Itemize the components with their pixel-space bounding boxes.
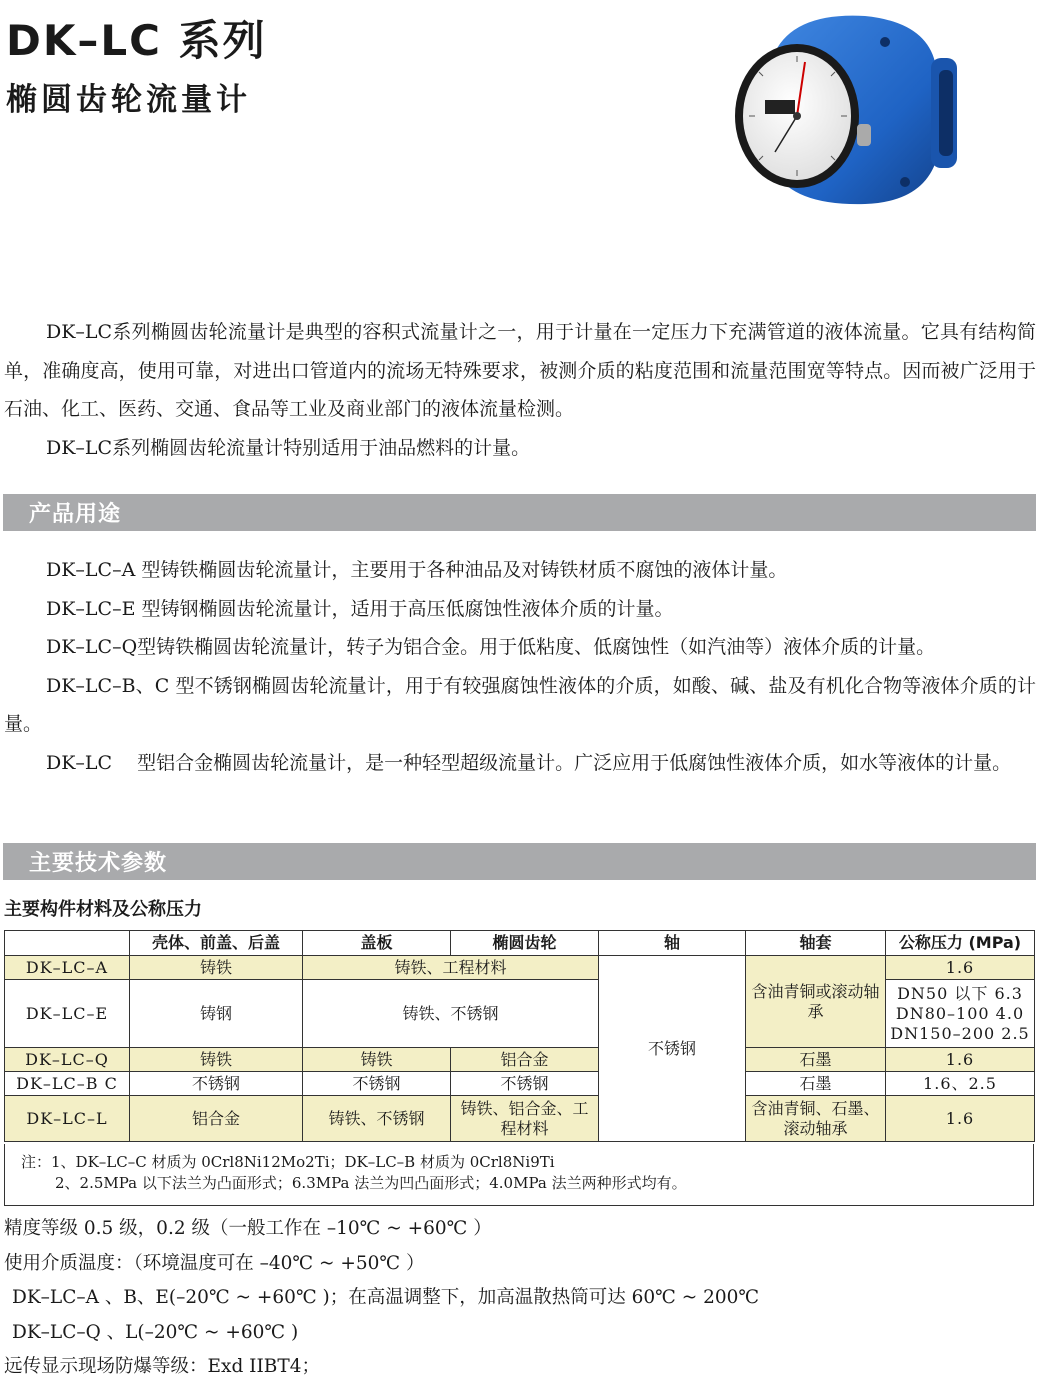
usage-text <box>4 551 1036 782</box>
spec-temp-abe: DK–LC–A 、B、E(–20℃ ~ +60℃ )；在高温调整下，加高温散热筒可达 60℃ ~ 200℃ <box>12 1287 760 1308</box>
sleeve-cell: 含油青铜或滚动轴承 <box>746 956 886 1048</box>
sleeve-cell: 石墨 <box>746 1048 886 1072</box>
usage-item-l: DK–LC 型铝合金椭圆齿轮流量计，是一种轻型超级流量计。广泛应用于低腐蚀性液体介质，如水等液体的计量。 <box>46 751 1012 774</box>
table-header-row <box>5 931 1035 956</box>
usage-item-a: DK–LC–A 型铸铁椭圆齿轮流量计，主要用于各种油品及对铸铁材质不腐蚀的液体计量。 <box>46 559 788 581</box>
body-cell: 铝合金 <box>130 1096 303 1142</box>
body-cell: 铸铁 <box>130 956 303 980</box>
header-pressure: 公称压力 (MPa) <box>886 931 1035 956</box>
model-cell: DK–LC–L <box>5 1096 130 1142</box>
usage-item-e: DK–LC–E 型铸钢椭圆齿轮流量计，适用于高压低腐蚀性液体介质的计量。 <box>46 597 674 620</box>
body-cell: 铸铁 <box>130 1048 303 1072</box>
table-row <box>5 1096 1035 1142</box>
pressure-cell: 1.6、2.5 <box>886 1072 1035 1096</box>
cover-cell: 铸铁、不锈钢 <box>303 1096 451 1142</box>
note-1: 注：1、DK–LC–C 材质为 0Crl8Ni12Mo2Ti；DK–LC–B 材质为 0Crl8Ni9Ti <box>21 1153 555 1171</box>
section-bar-usage <box>3 494 1036 531</box>
pressure-line: DN50 以下 6.3 <box>897 983 1023 1003</box>
model-cell: DK–LC–E <box>5 980 130 1048</box>
spec-temp-ql: DK–LC–Q 、L(–20℃ ~ +60℃ ) <box>12 1321 299 1343</box>
section-title-params: 主要技术参数 <box>29 851 168 876</box>
table-title: 主要构件材料及公称压力 <box>4 899 202 920</box>
table-row <box>5 956 1035 980</box>
header-sleeve: 轴套 <box>746 931 886 956</box>
note-2: 2、2.5MPa 以下法兰为凸面形式；6.3MPa 法兰为凹凸面形式；4.0MPa 法兰两种形式均有。 <box>55 1174 687 1192</box>
intro-paragraph-1: DK–LC系列椭圆齿轮流量计是典型的容积式流量计之一，用于计量在一定压力下充满管道的液体流量。它具有结构简单，准确度高，使用可靠，对进出口管道内的流场无特殊要求，被测介质的粘度范围和流量范围宽等特点。因而被广泛用于石油、化工、医药、交通、食品等工业及商业部门的液体流量检测。 <box>4 321 1036 420</box>
gear-cell: 铸铁、铝合金、工程材料 <box>451 1096 599 1142</box>
header-gear: 椭圆齿轮 <box>451 931 599 956</box>
pressure-cell: 1.6 <box>886 956 1035 980</box>
pressure-line: DN80–100 4.0 <box>895 1003 1025 1023</box>
materials-table <box>4 930 1035 1142</box>
model-cell: DK–LC–Q <box>5 1048 130 1072</box>
header-cover: 盖板 <box>303 931 451 956</box>
pressure-line: DN150–200 2.5 <box>890 1023 1030 1043</box>
gear-cell: 不锈钢 <box>451 1072 599 1096</box>
spec-explosion-proof: 远传显示现场防爆等级：Exd IIBT4； <box>4 1356 320 1377</box>
cover-gear-cell: 铸铁、不锈钢 <box>303 980 599 1048</box>
header-body: 壳体、前盖、后盖 <box>130 931 303 956</box>
header-model <box>5 931 130 956</box>
body-cell: 不锈钢 <box>130 1072 303 1096</box>
spec-accuracy: 精度等级 0.5 级，0.2 级（一般工作在 –10℃ ~ +60℃ ） <box>4 1218 492 1239</box>
pressure-cell: 1.6 <box>886 1048 1035 1072</box>
usage-item-q: DK–LC–Q型铸铁椭圆齿轮流量计，转子为铝合金。用于低粘度、低腐蚀性（如汽油等）液体介质的计量。 <box>46 636 936 658</box>
product-title: 椭圆齿轮流量计 <box>6 82 251 118</box>
gear-cell: 铝合金 <box>451 1048 599 1072</box>
model-cell: DK–LC–B C <box>5 1072 130 1096</box>
body-cell: 铸钢 <box>130 980 303 1048</box>
table-row <box>5 1072 1035 1096</box>
pressure-cell: 1.6 <box>886 1096 1035 1142</box>
cover-cell: 铸铁 <box>303 1048 451 1072</box>
sleeve-cell: 石墨 <box>746 1072 886 1096</box>
model-cell: DK–LC–A <box>5 956 130 980</box>
usage-item-bc: DK–LC–B、C 型不锈钢椭圆齿轮流量计，用于有较强腐蚀性液体的介质，如酸、碱、盐及有机化合物等液体介质的计量。 <box>4 674 1036 735</box>
pressure-cell <box>886 980 1035 1048</box>
table-row <box>5 1048 1035 1072</box>
shaft-cell: 不锈钢 <box>599 956 746 1142</box>
series-title: DK–LC 系列 <box>6 16 267 65</box>
cover-gear-cell: 铸铁、工程材料 <box>303 956 599 980</box>
sleeve-cell: 含油青铜、石墨、滚动轴承 <box>746 1096 886 1142</box>
intro-text <box>4 313 1036 467</box>
header-shaft: 轴 <box>599 931 746 956</box>
section-title-usage: 产品用途 <box>29 502 122 527</box>
cover-cell: 不锈钢 <box>303 1072 451 1096</box>
section-bar-params <box>3 843 1036 880</box>
spec-medium-temp: 使用介质温度：（环境温度可在 –40℃ ~ +50℃ ） <box>4 1252 425 1274</box>
spec-list <box>4 1212 759 1385</box>
flowmeter-photo <box>735 12 967 207</box>
table-notes <box>4 1144 1034 1206</box>
intro-paragraph-2: DK–LC系列椭圆齿轮流量计特别适用于油品燃料的计量。 <box>46 436 531 459</box>
